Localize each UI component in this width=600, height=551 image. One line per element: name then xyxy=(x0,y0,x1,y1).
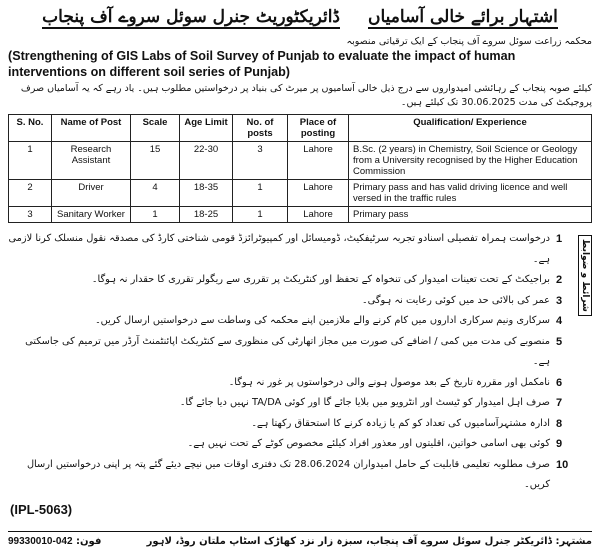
list-item xyxy=(8,373,572,394)
term-text: درخواست ہمراہ تفصیلی اسنادو تجربہ سرٹیفکیٹ، ڈومیسائل اور کمپیوٹرائزڈ قومی شناختی کارڈ کی مصدقہ نقول منسلک کرنا لازمی ہے۔ xyxy=(8,233,550,265)
list-item xyxy=(8,229,572,270)
term-number: 1 xyxy=(556,233,563,245)
header-qualification: Qualification/ Experience xyxy=(349,115,592,142)
term-number: 5 xyxy=(556,335,563,348)
cell-sno: 3 xyxy=(9,207,52,223)
term-text: نامکمل اور مقررہ تاریخ کے بعد موصول ہونے والی درخواستوں پر غور نہ ہوگا۔ xyxy=(228,376,550,388)
footer-address: مشتہر: ڈائریکٹر جنرل سوئل سروے آف پنجاب، سبزہ زار نزد کھاڑک اسٹاپ ملتان روڈ، لاہور xyxy=(146,536,592,547)
table-header-row xyxy=(9,115,592,142)
cell-scale: 4 xyxy=(131,180,180,207)
footer-phone-group xyxy=(8,536,101,547)
cell-qualification: Primary pass xyxy=(349,207,592,223)
cell-posts: 1 xyxy=(233,207,288,223)
list-item xyxy=(8,270,572,291)
table-row xyxy=(9,180,592,207)
list-item xyxy=(8,311,572,332)
term-number: 4 xyxy=(556,315,563,327)
cell-sno: 2 xyxy=(9,180,52,207)
term-number: 10 xyxy=(556,458,569,471)
cell-age: 18-25 xyxy=(180,207,233,223)
intro-urdu-line2: کیلئے صوبہ پنجاب کے رہائشی امیدواروں سے درج ذیل خالی آسامیوں پر میرٹ کی بنیاد پر درخواستیں مطلوب ہیں۔ یاد رہے کہ یہ آسامیاں صرف پروجیکٹ کی مدت 30.06.2025 تک کیلئے ہیں۔ xyxy=(20,83,592,108)
vacancies-table xyxy=(8,114,592,223)
list-item xyxy=(8,393,572,414)
header-age: Age Limit xyxy=(180,115,233,142)
term-text: براجیکٹ کے تحت تعینات امیدوار کی تنخواہ کے تحفظ اور کنٹریکٹ پر تقرری سے ریگولر تقرری کا حقدار نہ ہوگا۔ xyxy=(91,274,550,285)
cell-post: Sanitary Worker xyxy=(52,207,131,223)
term-text: منصوبے کی مدت میں کمی / اضافے کی صورت میں مجاز اتھارٹی کی منظوری سے کنٹریکٹ اپائنٹمنٹ آرڈر میں ترمیم کی جاسکتی ہے۔ xyxy=(25,335,550,367)
term-text: صرف مطلوبہ تعلیمی قابلیت کے حامل امیدواران 28.06.2024 تک دفتری اوقات میں نیچے دیئے گئے پتہ پر اپنی درخواستیں ارسال کریں۔ xyxy=(26,458,550,490)
terms-label: شرائط و ضوابط xyxy=(578,235,592,316)
cell-place: Lahore xyxy=(288,207,349,223)
title-directorate: ڈائریکٹوریٹ جنرل سوئل سروے آف پنجاب xyxy=(42,7,340,27)
header-scale: Scale xyxy=(131,115,180,142)
cell-qualification: Primary pass and has valid driving licence and well versed in the traffic rules xyxy=(349,180,592,207)
header-sno: S. No. xyxy=(9,115,52,142)
term-text: عمر کی بالائی حد میں کوئی رعایت نہ ہوگی۔ xyxy=(361,294,550,306)
intro-urdu-line1: محکمہ زراعت سوئل سروے آف پنجاب کے ایک ترقیاتی منصوبہ xyxy=(346,36,592,47)
cell-post: Research Assistant xyxy=(52,142,131,180)
term-text: ادارہ مشتہرآسامیوں کی تعداد کو کم یا زیادہ کرنے کا استحقاق رکھتا ہے۔ xyxy=(251,417,550,429)
term-number: 7 xyxy=(556,397,563,409)
footer-contact xyxy=(8,531,592,547)
term-number: 2 xyxy=(556,274,563,286)
table-row xyxy=(9,207,592,223)
cell-posts: 3 xyxy=(233,142,288,180)
term-text: سرکاری ونیم سرکاری اداروں میں کام کرنے والے ملازمین اپنے محکمہ کی وساطت سے درخواستیں ارسال کریں۔ xyxy=(94,315,550,326)
term-number: 6 xyxy=(556,376,563,389)
intro-project-name: (Strengthening of GIS Labs of Soil Survey of Punjab to evaluate the impact of human interventions on different soil series of Punjab) xyxy=(8,49,516,79)
header-title xyxy=(8,6,592,29)
header-post: Name of Post xyxy=(52,115,131,142)
terms-and-conditions xyxy=(8,229,592,490)
title-vacancies: اشتہار برائے خالی آسامیاں xyxy=(368,7,558,27)
list-item xyxy=(8,332,572,373)
cell-sno: 1 xyxy=(9,142,52,180)
terms-list xyxy=(8,229,592,496)
cell-posts: 1 xyxy=(233,180,288,207)
phone-number: 042-99330010 xyxy=(8,536,73,547)
header-place: Place of posting xyxy=(288,115,349,142)
header-posts: No. of posts xyxy=(233,115,288,142)
cell-age: 22-30 xyxy=(180,142,233,180)
cell-scale: 1 xyxy=(131,207,180,223)
list-item xyxy=(8,434,572,455)
term-text: صرف اہل امیدوار کو ٹیسٹ اور انٹرویو میں بلایا جائے گا اور کوئی TA/DA نہیں دیا جائے گا۔ xyxy=(179,397,550,408)
table-row xyxy=(9,142,592,180)
term-text: کوئی بھی اسامی خواتین، اقلیتوں اور معذور افراد کیلئے مخصوص کوٹے کے تحت نہیں ہے۔ xyxy=(187,438,550,449)
term-number: 3 xyxy=(556,294,563,307)
list-item xyxy=(8,455,572,496)
cell-place: Lahore xyxy=(288,142,349,180)
cell-scale: 15 xyxy=(131,142,180,180)
list-item xyxy=(8,291,572,312)
ipl-reference: (IPL-5063) xyxy=(10,502,73,517)
cell-post: Driver xyxy=(52,180,131,207)
cell-place: Lahore xyxy=(288,180,349,207)
phone-label: فون: xyxy=(76,536,102,547)
cell-age: 18-35 xyxy=(180,180,233,207)
list-item xyxy=(8,414,572,435)
term-number: 9 xyxy=(556,438,563,450)
cell-qualification: B.Sc. (2 years) in Chemistry, Soil Science or Geology from a University recognised by the Higher Education Commission xyxy=(349,142,592,180)
term-number: 8 xyxy=(556,417,563,430)
